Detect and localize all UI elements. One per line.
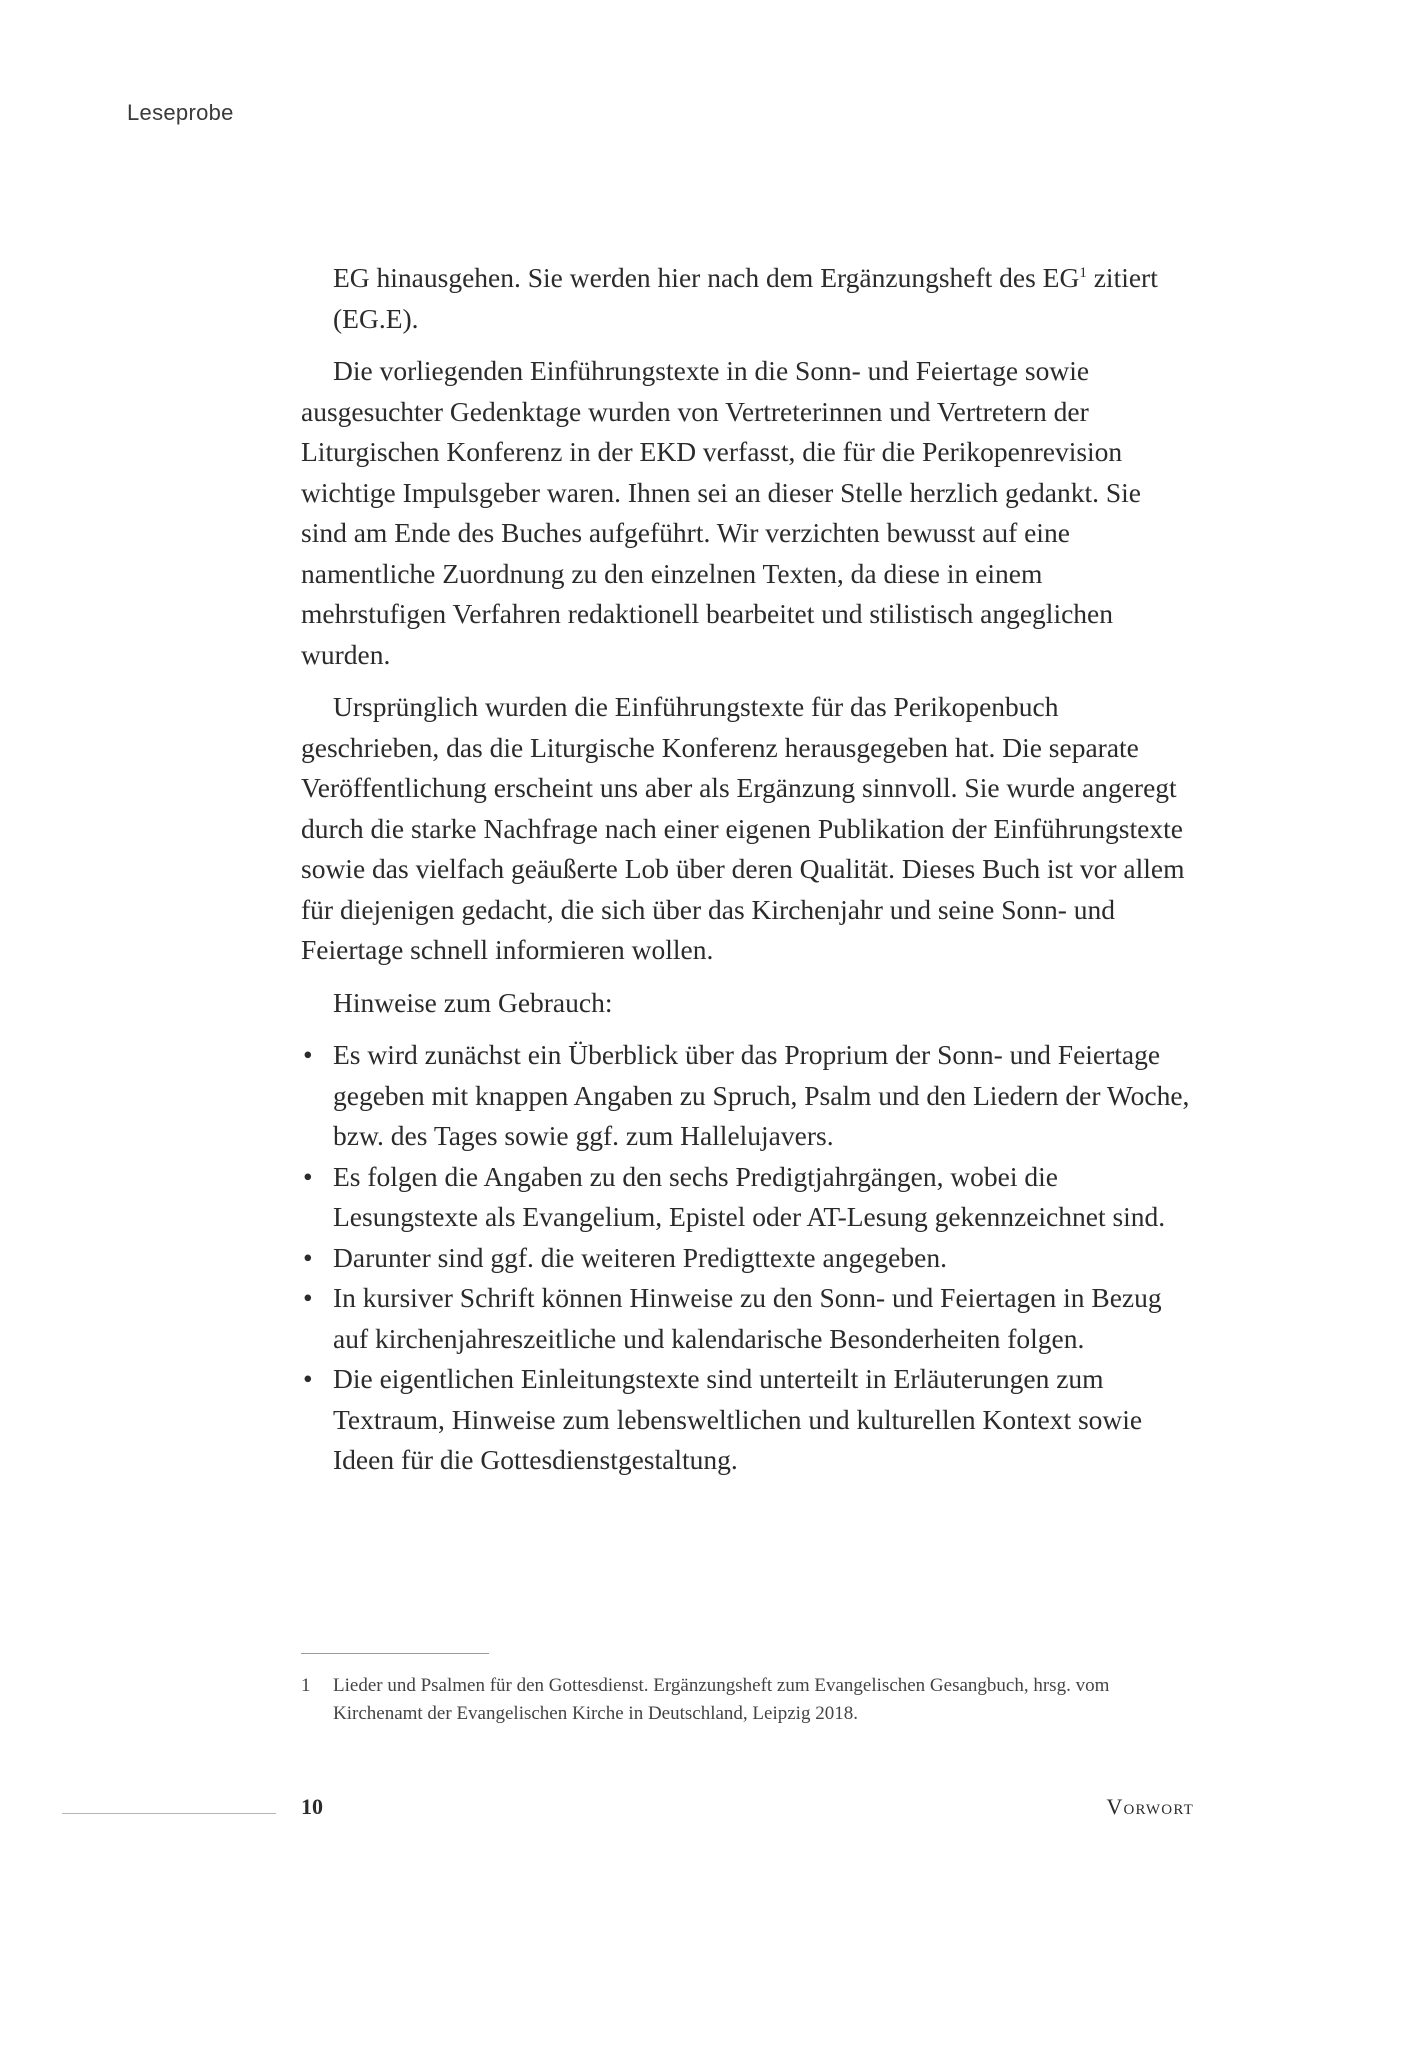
footer-divider xyxy=(62,1813,276,1814)
page-number: 10 xyxy=(301,1794,323,1819)
usage-list xyxy=(301,1035,1191,1481)
continuation-text-after: zitiert (EG.E). xyxy=(333,262,1158,334)
usage-item xyxy=(301,1278,1191,1359)
bullet-icon: • xyxy=(303,1039,313,1070)
usage-item-text: Die eigentlichen Einleitungstexte sind unterteilt in Erläuterungen zum Textraum, Hinweise zum lebensweltlichen und kulturellen Kontext sowie Ideen für die Gottesdienstgestaltung. xyxy=(333,1363,1143,1475)
footnote-number: 1 xyxy=(301,1675,311,1696)
paragraph-origin: Ursprünglich wurden die Einführungstexte für das Perikopenbuch geschrieben, das die Liturgische Konferenz herausgegeben hat. Die separate Veröffentlichung erscheint uns aber als Ergänzung sinnvoll. Sie wurde angeregt durch die starke Nachfrage nach einer eigenen Publikation der Einführungstexte sowie das vielfach geäußerte Lob über deren Qualität. Dieses Buch ist vor allem für diejenigen gedacht, die sich über das Kirchenjahr und seine Sonn- und Feiertage schnell informieren wollen. xyxy=(301,691,1185,965)
usage-item-text: Es folgen die Angaben zu den sechs Predigtjahrgängen, wobei die Lesungstexte als Evangelium, Epistel oder AT-Lesung gekennzeichnet sind. xyxy=(333,1160,1166,1232)
running-chapter-title: Vorwort xyxy=(1106,1794,1194,1819)
bullet-icon: • xyxy=(303,1241,313,1273)
usage-item xyxy=(301,1035,1191,1157)
usage-heading: Hinweise zum Gebrauch: xyxy=(333,986,613,1018)
usage-item xyxy=(301,1359,1191,1481)
usage-item-text: Darunter sind ggf. die weiteren Predigttexte angegeben. xyxy=(333,1241,947,1273)
header-label: Leseprobe xyxy=(127,100,234,125)
usage-item xyxy=(301,1157,1191,1238)
footnote xyxy=(301,1672,1201,1728)
paragraph-contributors: Die vorliegenden Einführungstexte in die Sonn- und Feiertage sowie ausgesuchter Gedenktage wurden von Vertreterinnen und Vertretern der Liturgischen Konferenz in der EKD verfasst, die für die Perikopenrevision wichtige Impulsgeber waren. Ihnen sei an dieser Stelle herzlich gedankt. Sie sind am Ende des Buches aufgeführt. Wir verzichten bewusst auf eine namentliche Zuordnung zu den einzelnen Texten, da diese in einem mehrstufigen Verfahren redaktionell bearbeitet und stilistisch angeglichen wurden. xyxy=(301,355,1141,670)
footnote-divider xyxy=(301,1653,489,1654)
usage-item-text: Es wird zunächst ein Überblick über das Proprium der Sonn- und Feiertage gegeben mit knappen Angaben zu Spruch, Psalm und den Liedern der Woche, bzw. des Tages sowie ggf. zum Hallelujavers. xyxy=(333,1039,1190,1151)
continuation-text-before: EG hinausgehen. Sie werden hier nach dem Ergänzungsheft des EG xyxy=(333,262,1080,293)
footnote-text: Lieder und Psalmen für den Gottesdienst. Ergänzungsheft zum Evangelischen Gesangbuch, hrsg. vom Kirchenamt der Evangelischen Kirche in Deutschland, Leipzig 2018. xyxy=(333,1675,1110,1724)
main-text xyxy=(301,258,1191,1481)
continuation-paragraph xyxy=(301,258,1191,339)
bullet-icon: • xyxy=(303,1363,313,1394)
footnote-reference[interactable]: 1 xyxy=(1079,264,1087,281)
bullet-icon: • xyxy=(303,1282,313,1313)
usage-item-text: In kursiver Schrift können Hinweise zu den Sonn- und Feiertagen in Bezug auf kirchenjahreszeitliche und kalendarische Besonderheiten folgen. xyxy=(333,1282,1162,1354)
bullet-icon: • xyxy=(303,1160,313,1192)
usage-item xyxy=(301,1238,1191,1279)
